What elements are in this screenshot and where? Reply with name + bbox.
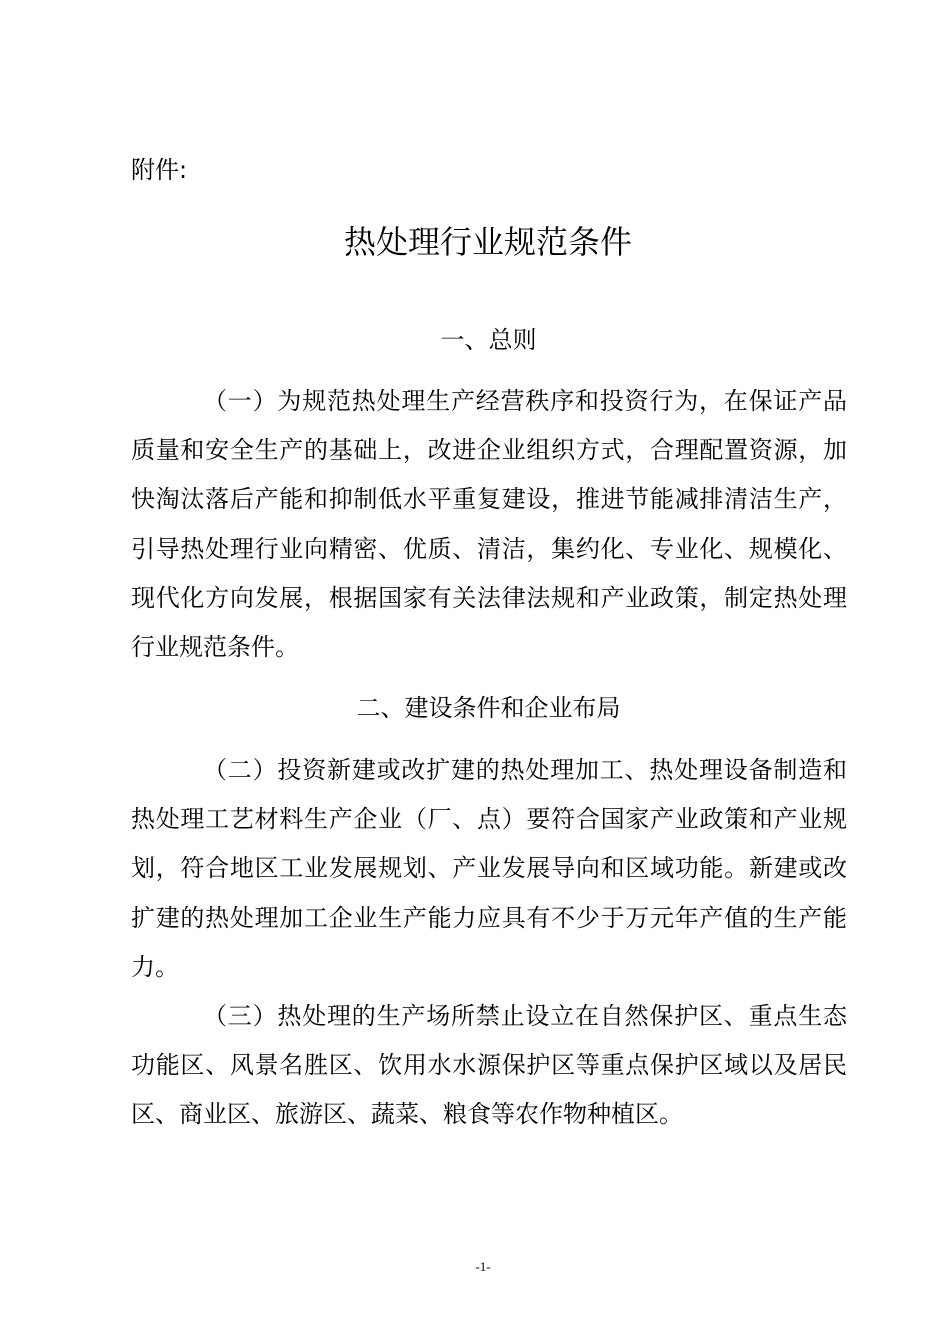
section-heading-construction: 二、建设条件和企业布局 [356, 694, 621, 722]
document-title: 热处理行业规范条件 [343, 223, 632, 261]
section-heading-general: 一、总则 [440, 326, 537, 354]
page-number: -1- [475, 1259, 491, 1274]
paragraph-1: （一）为规范热处理生产经营秩序和投资行为，在保证产品质量和安全生产的基础上，改进企业组织方式，合理配置资源，加快淘汰落后产能和抑制低水平重复建设，推进节能减排清洁生产，引导热处理行业向精密、优质、清洁，集约化、专业化、规模化、现代化方向发展，根据国家有关法律法规和产业政策，制定热处理行业规范条件。 [131, 387, 847, 662]
attachment-label: 附件: [131, 156, 188, 184]
paragraph-3: （三）热处理的生产场所禁止设立在自然保护区、重点生态功能区、风景名胜区、饮用水水源保护区等重点保护区域以及居民区、商业区、旅游区、蔬菜、粮食等农作物种植区。 [131, 1002, 847, 1129]
paragraph-2: （二）投资新建或改扩建的热处理加工、热处理设备制造和热处理工艺材料生产企业（厂、点）要符合国家产业政策和产业规划，符合地区工业发展规划、产业发展导向和区域功能。新建或改扩建的热处理加工企业生产能力应具有不少于万元年产值的生产能力。 [131, 756, 847, 981]
